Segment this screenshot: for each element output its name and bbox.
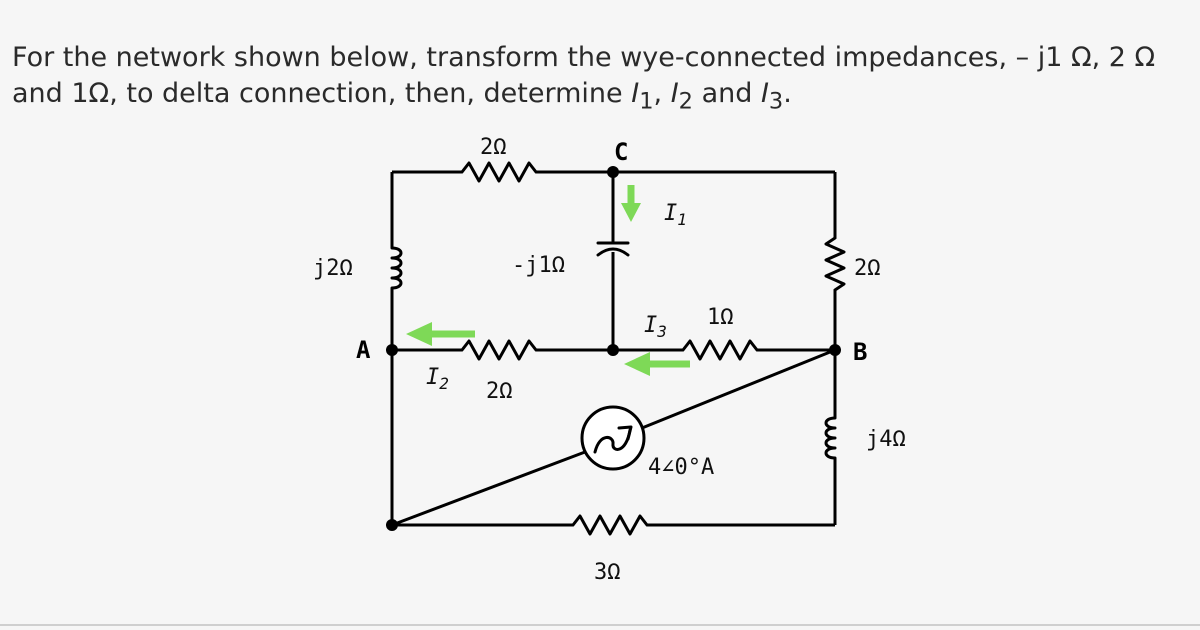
inductor-right [826,418,835,458]
wire-diagonal-lower [392,452,585,525]
resistor-bottom [573,516,647,534]
label-r-mid-right: 1Ω [707,305,734,330]
node-label-a: A [356,336,371,364]
separator-2: and [692,78,761,109]
current-i1-subscript: 1 [639,88,654,115]
current-source [582,407,644,469]
inductor-left [392,248,401,288]
label-c-mid: -j1Ω [512,253,565,278]
problem-text: For the network shown below, transform the wye-connected impedances, – j1 Ω, 2 Ω and 1Ω, to delta connection, then, determine [12,42,1156,109]
problem-end: . [783,78,792,109]
label-current-i3-symbol: I [644,313,658,338]
label-current-i3-subscript: 3 [657,322,667,341]
label-current-i3 [644,313,667,341]
label-r-right: 2Ω [854,256,881,281]
node-label-c: C [614,138,629,166]
label-source: 4∠0°A [648,455,715,480]
node-c-dot [607,166,619,178]
current-i1-symbol: I [631,78,640,109]
label-current-i1 [664,201,687,229]
node-b-dot [829,344,841,356]
resistor-right [826,238,844,290]
current-i3-subscript: 3 [768,88,784,115]
label-current-i2-subscript: 2 [439,374,449,393]
label-current-i2-symbol: I [426,365,440,390]
separator-1: , [653,78,671,109]
node-mid-dot [607,344,619,356]
bottom-divider [0,624,1200,626]
label-r-bottom: 3Ω [594,560,621,585]
resistor-mid-left [462,341,536,359]
label-l-left: j2Ω [313,256,353,281]
label-r-top: 2Ω [480,135,507,160]
node-a-dot [386,344,398,356]
label-l-right: j4Ω [866,427,906,452]
label-current-i1-symbol: I [664,201,678,226]
label-current-i2 [426,365,449,393]
resistor-top [462,163,536,181]
label-current-i1-subscript: 1 [677,210,687,229]
label-r-mid-left: 2Ω [486,379,513,404]
arrow-i3-icon [624,352,690,376]
node-bottom-left-dot [386,519,398,531]
node-label-b: B [853,338,868,366]
current-i2-symbol: I [670,78,679,109]
arrow-i1-icon [621,185,641,222]
resistor-mid-right [683,341,757,359]
current-i3-symbol: I [760,78,769,109]
current-i2-subscript: 2 [678,88,693,115]
arrow-i2-icon [406,322,475,346]
